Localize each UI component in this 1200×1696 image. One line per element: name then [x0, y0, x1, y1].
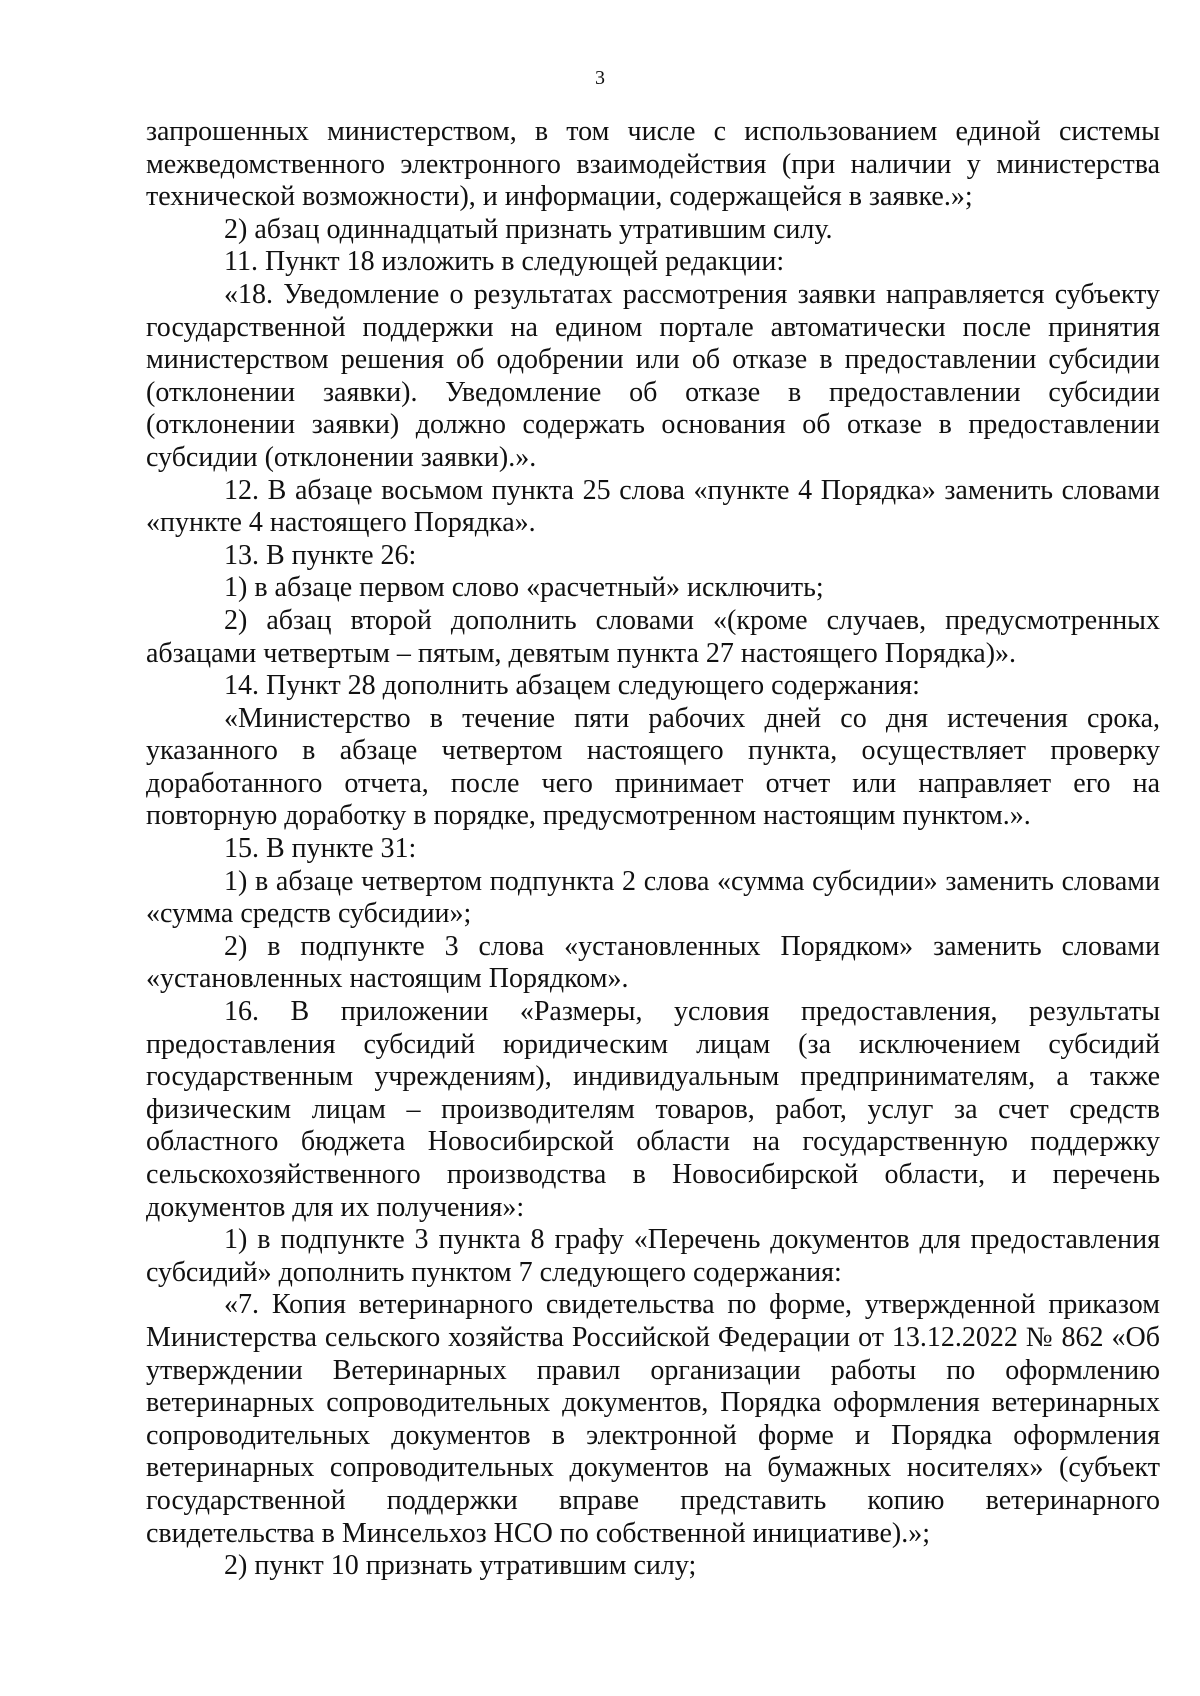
paragraph-item-14: 14. Пункт 28 дополнить абзацем следующего содержания: [224, 670, 920, 702]
paragraph-item-15-sub-2: 2) в подпункте 3 слова «установленных Порядком» заменить словами «установленных настоящим Порядком». [146, 930, 1160, 995]
document-body [146, 116, 1160, 1583]
paragraph-subitem-2-abzac: 2) абзац одиннадцатый признать утратившим силу. [224, 213, 833, 245]
paragraph-item-13-sub-2: 2) абзац второй дополнить словами «(кроме случаев, предусмотренных абзацами четвертым – пятым, девятым пункта 27 настоящего Порядка)». [146, 604, 1160, 669]
paragraph-item-14-quote: «Министерство в течение пяти рабочих дней со дня истечения срока, указанного в абзаце четвертом настоящего пункта, осуществляет проверку доработанного отчета, после чего принимает отчет или направляет его на повторную доработку в порядке, предусмотренном настоящим пунктом.». [146, 702, 1160, 832]
paragraph-item-15-sub-1: 1) в абзаце четвертом подпункта 2 слова «сумма субсидии» заменить словами «сумма средств субсидии»; [146, 865, 1160, 930]
paragraph-item-12: 12. В абзаце восьмом пункта 25 слова «пункте 4 Порядка» заменить словами «пункте 4 настоящего Порядка». [146, 474, 1160, 539]
paragraph-item-16-sub-2: 2) пункт 10 признать утратившим силу; [224, 1550, 697, 1582]
paragraph-item-15: 15. В пункте 31: [224, 833, 417, 865]
paragraph-continuation: запрошенных министерством, в том числе с использованием единой системы межведомственного электронного взаимодействия (при наличии у министерства технической возможности), и информации, содержащейся в заявке.»; [146, 116, 1160, 213]
paragraph-item-16: 16. В приложении «Размеры, условия предоставления, результаты предоставления субсидий юридическим лицам (за исключением субсидий государственным учреждениям), индивидуальным предпринимателям, а также физическим лицам – производителям товаров, работ, услуг за счет средств областного бюджета Новосибирской области на государственную поддержку сельскохозяйственного производства в Новосибирской области, и перечень документов для их получения»: [146, 996, 1160, 1223]
paragraph-item-13-sub-1: 1) в абзаце первом слово «расчетный» исключить; [224, 572, 824, 604]
paragraph-item-11: 11. Пункт 18 изложить в следующей редакции: [224, 246, 785, 278]
page-number: 3 [595, 67, 605, 89]
paragraph-item-16-quote-7: «7. Копия ветеринарного свидетельства по форме, утвержденной приказом Министерства сельского хозяйства Российской Федерации от 13.12.2022 № 862 «Об утверждении Ветеринарных правил организации работы по оформлению ветеринарных сопроводительных документов, Порядка оформления ветеринарных сопроводительных документов в электронной форме и Порядка оформления ветеринарных сопроводительных документов на бумажных носителях» (субъект государственной поддержки вправе представить копию ветеринарного свидетельства в Минсельхоз НСО по собственной инициативе).»; [146, 1289, 1160, 1549]
paragraph-item-18-text: «18. Уведомление о результатах рассмотрения заявки направляется субъекту государственной поддержки на едином портале автоматически после принятия министерством решения об одобрении или об отказе в предоставлении субсидии (отклонении заявки). Уведомление об отказе в предоставлении субсидии (отклонении заявки) должно содержать основания об отказе в предоставлении субсидии (отклонении заявки).». [146, 278, 1160, 473]
paragraph-item-16-sub-1: 1) в подпункте 3 пункта 8 графу «Перечень документов для предоставления субсидий» дополнить пунктом 7 следующего содержания: [146, 1224, 1160, 1288]
paragraph-item-13: 13. В пункте 26: [224, 539, 417, 571]
